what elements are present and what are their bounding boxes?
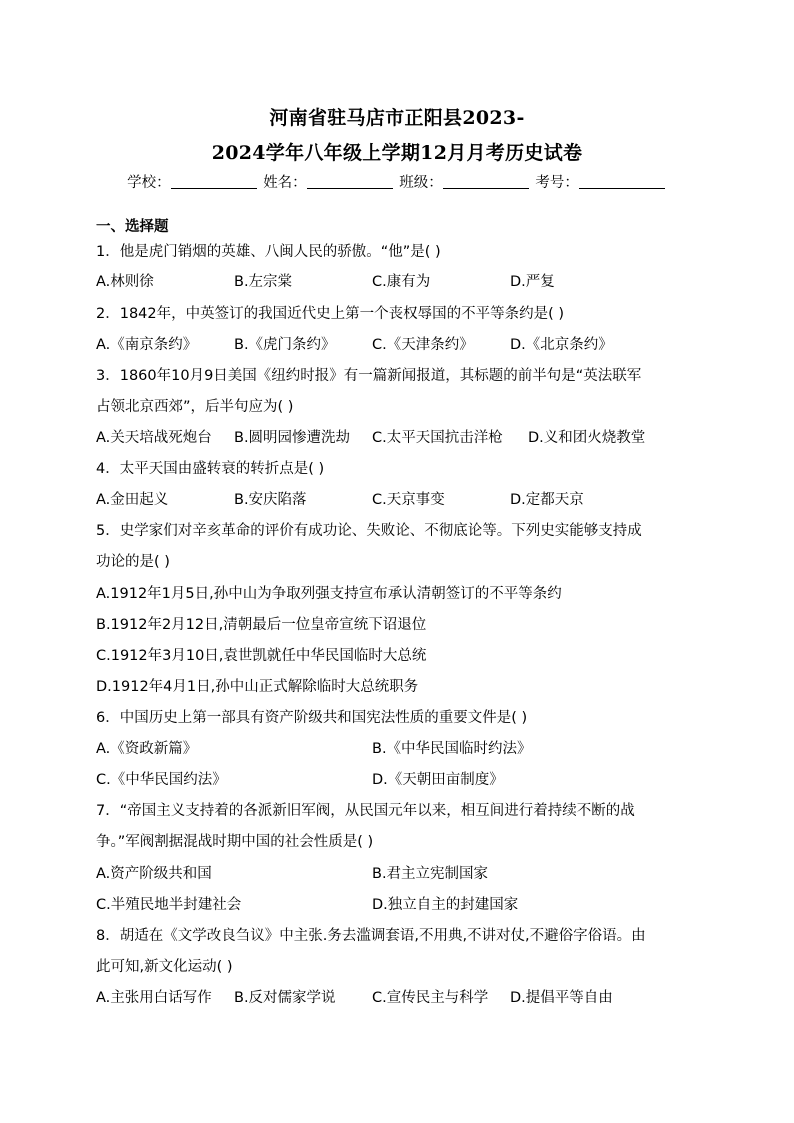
section-heading: 一、选择题 — [96, 219, 169, 235]
question-2-stem: 2．1842年，中英签订的我国近代史上第一个丧权辱国的不平等条约是( ) — [96, 306, 565, 322]
student-info-row — [0, 171, 794, 192]
name-blank — [307, 174, 393, 189]
question-3-option-d: D.义和团火烧教堂 — [528, 430, 646, 446]
question-7-option-d: D.独立自主的封建国家 — [372, 897, 519, 913]
question-8-option-a: A.主张用白话写作 — [96, 990, 212, 1006]
question-6-option-a: A.《资政新篇》 — [96, 741, 198, 757]
question-8-stem-line-2: 此可知,新文化运动( ) — [96, 959, 233, 975]
question-1-option-c: C.康有为 — [372, 274, 431, 290]
question-7-option-b: B.君主立宪制国家 — [372, 866, 489, 882]
question-6-option-c: C.《中华民国约法》 — [96, 772, 227, 788]
question-4-option-b: B.安庆陷落 — [234, 492, 307, 508]
question-6-option-d: D.《天朝田亩制度》 — [372, 772, 504, 788]
question-8-option-c: C.宣传民主与科学 — [372, 990, 489, 1006]
question-8-option-d: D.提倡平等自由 — [510, 990, 613, 1006]
question-2-option-b: B.《虎门条约》 — [234, 337, 336, 353]
question-1-option-d: D.严复 — [510, 274, 555, 290]
question-4-option-a: A.金田起义 — [96, 492, 169, 508]
question-7-option-a: A.资产阶级共和国 — [96, 866, 212, 882]
question-2-option-d: D.《北京条约》 — [510, 337, 613, 353]
question-5-option-c: C.1912年3月10日,袁世凯就任中华民国临时大总统 — [96, 648, 427, 664]
question-7-stem-line-2: 争。”军阀割据混战时期中国的社会性质是( ) — [96, 834, 374, 850]
question-1-option-b: B.左宗棠 — [234, 274, 293, 290]
question-4-option-c: C.天京事变 — [372, 492, 445, 508]
question-4-option-d: D.定都天京 — [510, 492, 584, 508]
question-7-stem-line-1: 7．“帝国主义支持着的各派新旧军阀，从民国元年以来，相互间进行着持续不断的战 — [96, 803, 635, 819]
name-label: 姓名： — [263, 175, 307, 191]
question-5-option-d: D.1912年4月1日,孙中山正式解除临时大总统职务 — [96, 679, 419, 695]
question-5-option-b: B.1912年2月12日,清朝最后一位皇帝宣统下诏退位 — [96, 617, 427, 633]
question-2-option-c: C.《天津条约》 — [372, 337, 474, 353]
page-title-line-2: 2024学年八年级上学期12月月考历史试卷 — [211, 142, 583, 164]
question-3-option-a: A.关天培战死炮台 — [96, 430, 212, 446]
question-5-stem-line-2: 功论的是( ) — [96, 554, 170, 570]
exam-number-blank — [579, 174, 665, 189]
question-1-stem: 1．他是虎门销烟的英雄、八闽人民的骄傲。“他”是( ) — [96, 244, 441, 260]
question-8-stem-line-1: 8．胡适在《文学改良刍议》中主张.务去滥调套语,不用典,不讲对仗,不避俗字俗语。由 — [96, 928, 646, 944]
class-label: 班级： — [399, 175, 443, 191]
question-5-stem-line-1: 5．史学家们对辛亥革命的评价有成功论、失败论、不彻底论等。下列史实能够支持成 — [96, 523, 642, 539]
question-7-option-c: C.半殖民地半封建社会 — [96, 897, 242, 913]
class-blank — [443, 174, 529, 189]
question-4-stem: 4．太平天国由盛转衰的转折点是( ) — [96, 461, 325, 477]
question-8-option-b: B.反对儒家学说 — [234, 990, 336, 1006]
question-5-option-a: A.1912年1月5日,孙中山为争取列强支持宣布承认清朝签订的不平等条约 — [96, 586, 562, 602]
question-3-option-b: B.圆明园惨遭洗劫 — [234, 430, 351, 446]
page-title-line-1: 河南省驻马店市正阳县2023- — [269, 107, 525, 129]
question-3-stem-line-2: 占领北京西郊”，后半句应为( ) — [96, 399, 294, 415]
question-2-option-a: A.《南京条约》 — [96, 337, 198, 353]
school-label: 学校： — [127, 175, 171, 191]
exam-number-label: 考号： — [535, 175, 579, 191]
question-3-stem-line-1: 3．1860年10月9日美国《纽约时报》有一篇新闻报道，其标题的前半句是“英法联军 — [96, 368, 642, 384]
question-1-option-a: A.林则徐 — [96, 274, 154, 290]
question-6-option-b: B.《中华民国临时约法》 — [372, 741, 532, 757]
question-6-stem: 6．中国历史上第一部具有资产阶级共和国宪法性质的重要文件是( ) — [96, 710, 528, 726]
question-3-option-c: C.太平天国抗击洋枪 — [372, 430, 503, 446]
school-blank — [171, 174, 257, 189]
